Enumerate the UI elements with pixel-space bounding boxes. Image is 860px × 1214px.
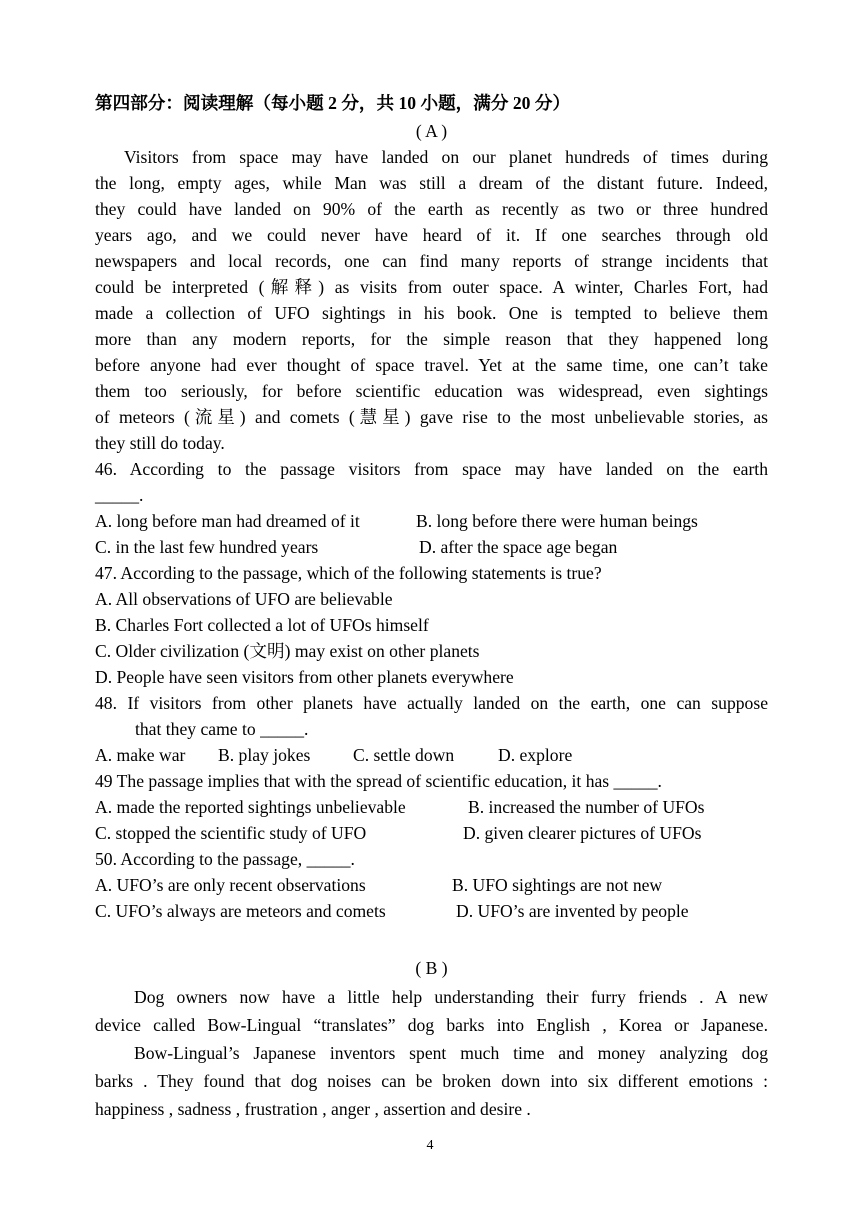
option-b: B. long before there were human beings	[416, 511, 698, 531]
passage-a-line: years ago, and we could never have heard of it. If one searches through old	[95, 225, 768, 245]
option-c: C. settle down	[353, 745, 455, 765]
option-a: A. made the reported sightings unbelievable	[95, 797, 406, 817]
question-stem: 46. According to the passage visitors from space may have landed on the earth	[95, 459, 768, 479]
option-d: D. People have seen visitors from other planets everywhere	[95, 667, 514, 687]
option-a: A. long before man had dreamed of it	[95, 511, 360, 531]
passage-a-line: before anyone had ever thought of space travel. Yet at the same time, one can’t take	[95, 355, 768, 375]
answer-blank: _____.	[95, 485, 144, 505]
option-d: D. after the space age began	[419, 537, 618, 557]
passage-a-line: they still do today.	[95, 433, 225, 453]
option-c: C. UFO’s always are meteors and comets	[95, 901, 386, 921]
question-stem: 48. If visitors from other planets have actually landed on the earth, one can suppose	[95, 693, 768, 713]
passage-b-line: device called Bow-Lingual “translates” dog barks into English , Korea or Japanese.	[95, 1015, 768, 1035]
option-c: C. in the last few hundred years	[95, 537, 319, 557]
option-a: A. All observations of UFO are believable	[95, 589, 393, 609]
question-stem: 50. According to the passage, _____.	[95, 849, 355, 869]
page-number: 4	[426, 1138, 434, 1153]
option-c: C. Older civilization (文明) may exist on other planets	[95, 641, 480, 661]
option-b: B. Charles Fort collected a lot of UFOs himself	[95, 615, 429, 635]
question-stem-cont: that they came to _____.	[135, 719, 309, 739]
passage-b-line: happiness , sadness , frustration , anger , assertion and desire .	[95, 1099, 531, 1119]
option-d: D. given clearer pictures of UFOs	[463, 823, 702, 843]
option-b: B. increased the number of UFOs	[468, 797, 705, 817]
passage-b-line: Dog owners now have a little help understanding their furry friends . A new	[134, 987, 768, 1007]
option-b: B. UFO sightings are not new	[452, 875, 663, 895]
question-stem: 47. According to the passage, which of the following statements is true?	[95, 563, 602, 583]
passage-a-line: could be interpreted (解释) as visits from outer space. A winter, Charles Fort, had	[95, 277, 768, 297]
option-a: A. UFO’s are only recent observations	[95, 875, 366, 895]
passage-a-line: they could have landed on 90% of the earth as recently as two or three hundred	[95, 199, 768, 219]
section-title: 第四部分：阅读理解（每小题 2 分，共 10 小题，满分 20 分）	[95, 93, 571, 113]
passage-b-label: ( B )	[415, 958, 448, 978]
passage-a-line: the long, empty ages, while Man was still a dream of the distant future. Indeed,	[95, 173, 768, 193]
passage-a-line: them too seriously, for before scientific education was widespread, even sightings	[95, 381, 768, 401]
option-a: A. make war	[95, 745, 186, 765]
option-d: D. explore	[498, 745, 573, 765]
passage-b-line: Bow-Lingual’s Japanese inventors spent much time and money analyzing dog	[134, 1043, 768, 1063]
question-stem: 49 The passage implies that with the spread of scientific education, it has _____.	[95, 771, 662, 791]
passage-b-line: barks . They found that dog noises can be broken down into six different emotions :	[95, 1071, 768, 1091]
passage-a-label: ( A )	[415, 121, 448, 141]
passage-a-line: made a collection of UFO sightings in his book. One is tempted to believe them	[95, 303, 768, 323]
option-b: B. play jokes	[218, 745, 311, 765]
passage-a-line: Visitors from space may have landed on our planet hundreds of times during	[124, 147, 768, 167]
passage-a-line: newspapers and local records, one can find many reports of strange incidents that	[95, 251, 768, 271]
passage-a-line: of meteors (流星) and comets (慧星) gave rise to the most unbelievable stories, as	[95, 407, 768, 427]
option-d: D. UFO’s are invented by people	[456, 901, 689, 921]
option-c: C. stopped the scientific study of UFO	[95, 823, 367, 843]
passage-a-line: more than any modern reports, for the simple reason that they happened long	[95, 329, 768, 349]
